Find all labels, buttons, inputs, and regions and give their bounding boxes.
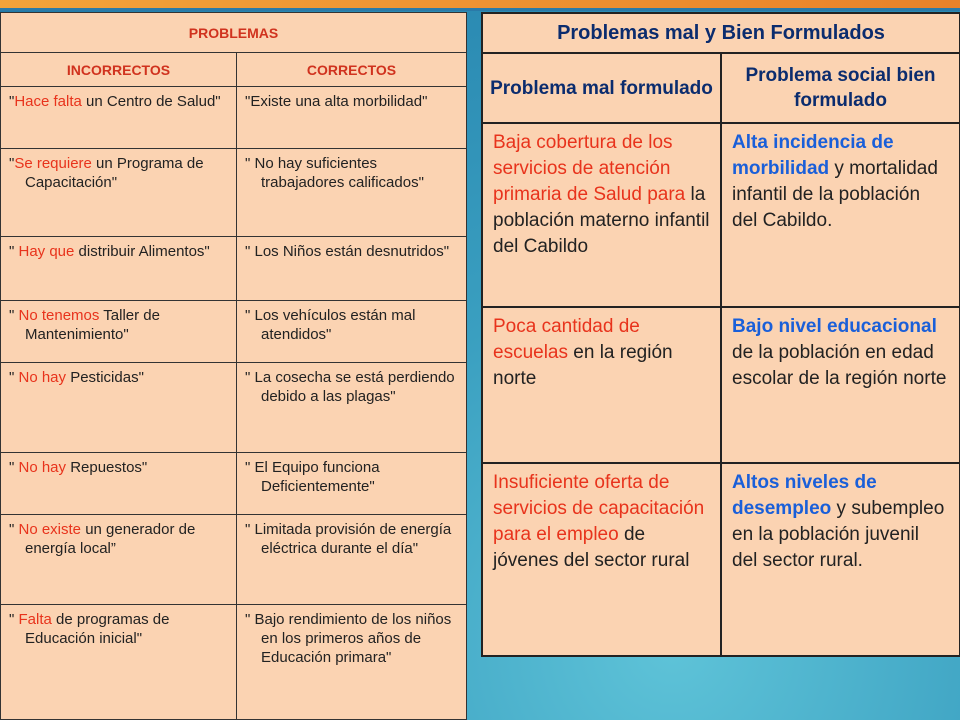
- correct-cell: "Existe una alta morbilidad": [237, 87, 467, 149]
- bad-problem-header: Problema mal formulado: [482, 53, 721, 123]
- incorrect-cell: " No hay Pesticidas": [1, 363, 237, 453]
- correct-cell: " Los Niños están desnutridos": [237, 237, 467, 301]
- correct-cell: " El Equipo funciona Deficientemente": [237, 453, 467, 515]
- problems-title: PROBLEMAS: [1, 13, 467, 53]
- formulation-title: Problemas mal y Bien Formulados: [482, 13, 960, 53]
- correct-cell: " Bajo rendimiento de los niños en los primeros años de Educación primara": [237, 605, 467, 720]
- top-accent-line: [0, 8, 960, 11]
- good-problem-header: Problema social bien formulado: [721, 53, 960, 123]
- bad-problem-cell: Poca cantidad de escuelas en la región norte: [482, 307, 721, 463]
- top-accent-bar: [0, 0, 960, 8]
- correct-cell: " No hay suficientes trabajadores calificados": [237, 149, 467, 237]
- correct-cell: " Los vehículos están mal atendidos": [237, 301, 467, 363]
- good-problem-cell: Bajo nivel educacional de la población en edad escolar de la región norte: [721, 307, 960, 463]
- good-problem-cell: Alta incidencia de morbilidad y mortalidad infantil de la población del Cabildo.: [721, 123, 960, 307]
- correct-header: CORRECTOS: [237, 53, 467, 87]
- bad-problem-cell: Insuficiente oferta de servicios de capacitación para el empleo de jóvenes del sector rural: [482, 463, 721, 656]
- incorrect-header: INCORRECTOS: [1, 53, 237, 87]
- good-problem-cell: Altos niveles de desempleo y subempleo en la población juvenil del sector rural.: [721, 463, 960, 656]
- incorrect-cell: " No tenemos Taller de Mantenimiento": [1, 301, 237, 363]
- formulation-table: [481, 12, 960, 657]
- incorrect-cell: " No hay Repuestos": [1, 453, 237, 515]
- correct-cell: " La cosecha se está perdiendo debido a las plagas": [237, 363, 467, 453]
- problems-table: [0, 12, 467, 720]
- incorrect-cell: " Falta de programas de Educación inicial": [1, 605, 237, 720]
- incorrect-cell: " Hay que distribuir Alimentos": [1, 237, 237, 301]
- incorrect-cell: "Se requiere un Programa de Capacitación": [1, 149, 237, 237]
- incorrect-cell: "Hace falta un Centro de Salud": [1, 87, 237, 149]
- correct-cell: " Limitada provisión de energía eléctrica durante el día": [237, 515, 467, 605]
- incorrect-cell: " No existe un generador de energía local”: [1, 515, 237, 605]
- bad-problem-cell: Baja cobertura de los servicios de atención primaria de Salud para la población materno infantil del Cabildo: [482, 123, 721, 307]
